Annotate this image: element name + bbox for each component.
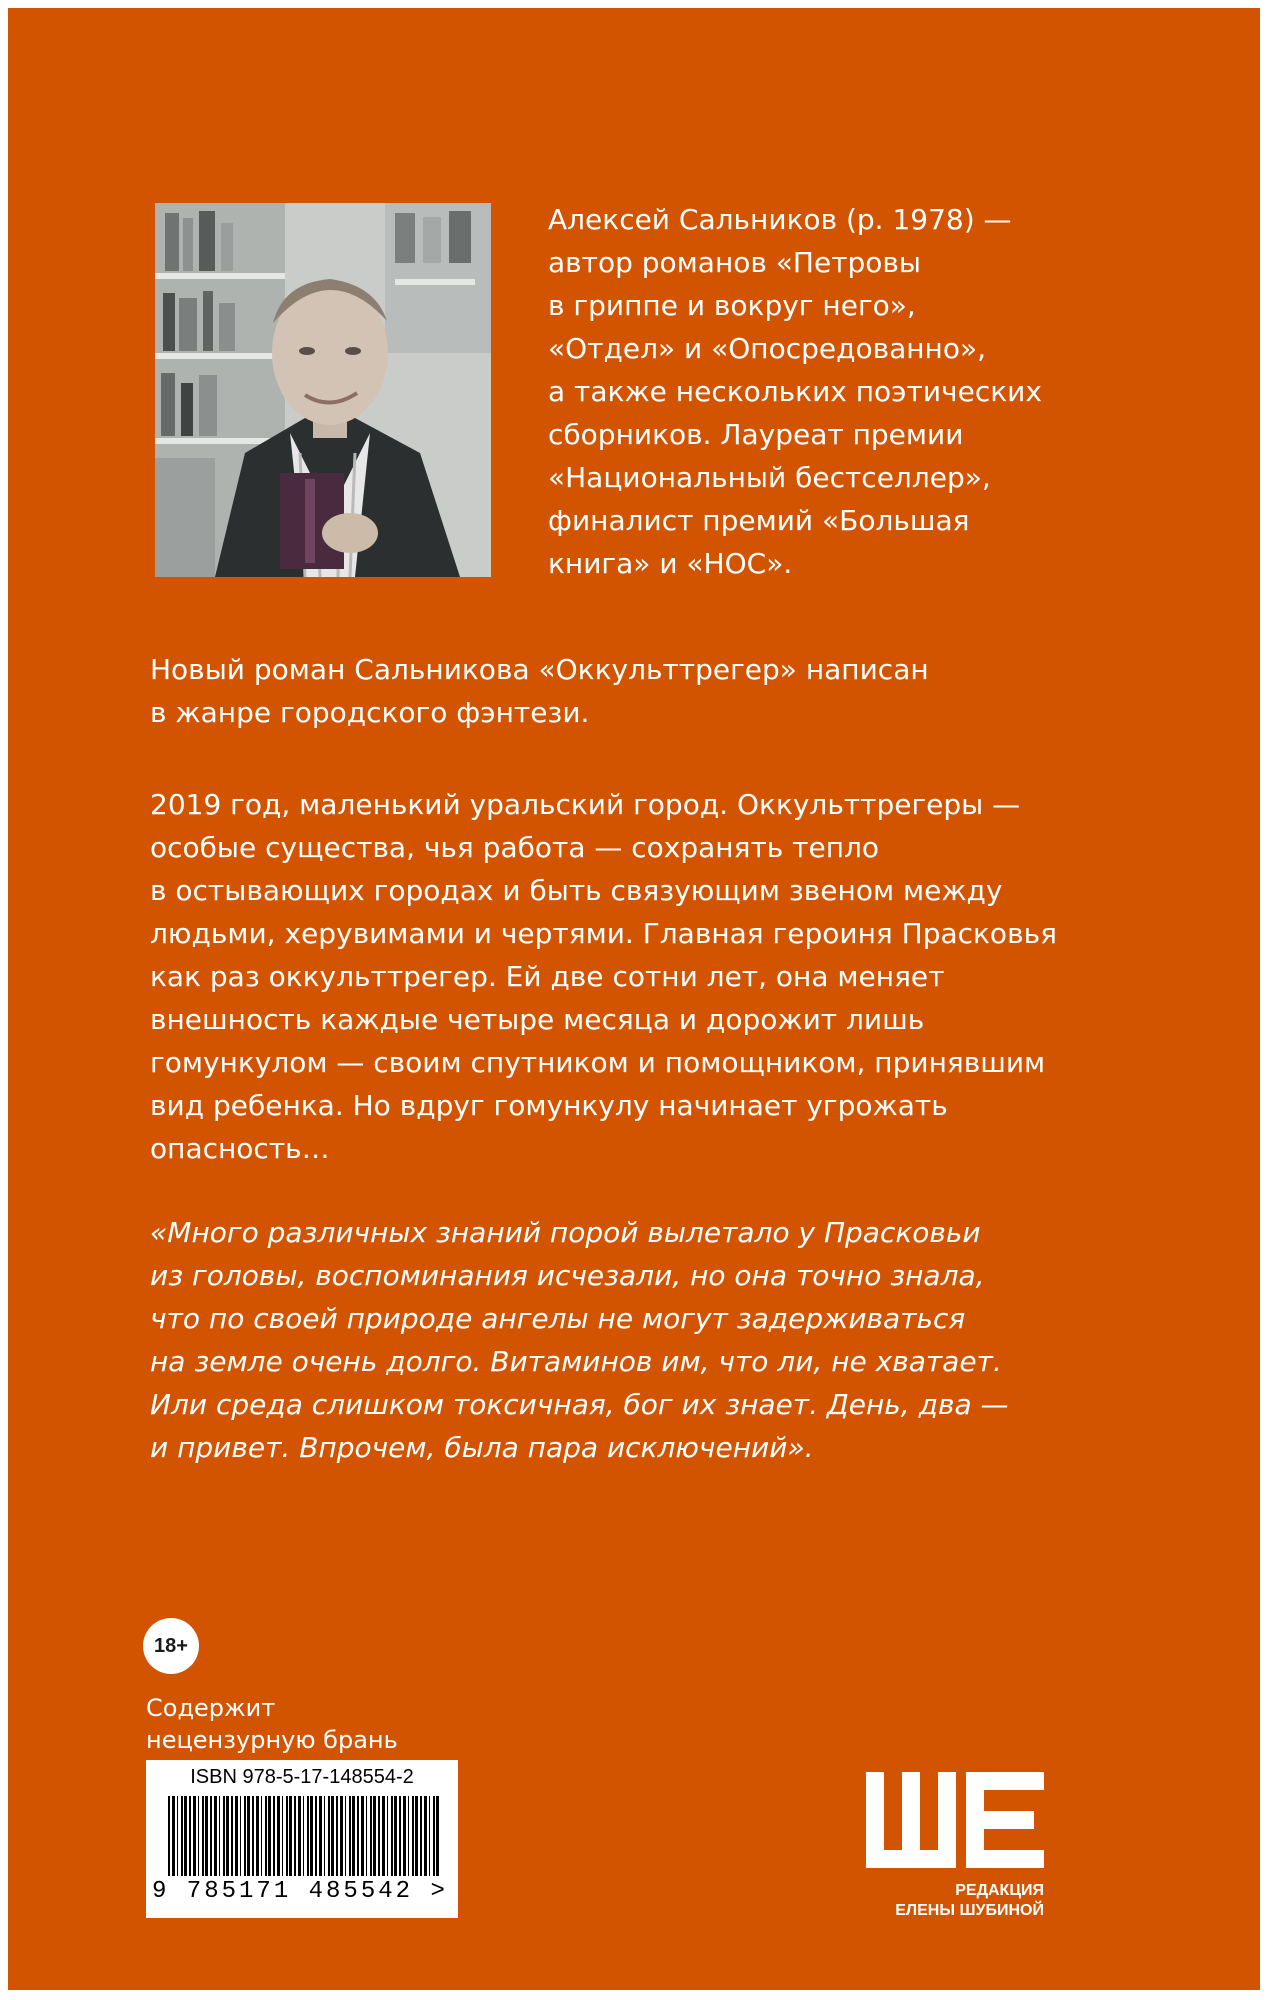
book-back-cover [8,8,1260,1990]
barcode-digits: 9 785171 485542 > [152,1878,448,1905]
isbn-barcode [146,1760,458,1918]
book-excerpt-quote: «Много различных знаний порой вылетало у Прасковьи из головы, воспоминания исчезали, но она точно знала, что по своей природе ангелы не могут задерживаться на земле очень долго. Витаминов им, что ли, не хватает. Или среда слишком токсичная, бог их знает. День, два — и привет. Впрочем, была пара исключений». [150,1216,1009,1464]
author-photo [155,203,491,577]
author-photo-illustration [155,203,491,577]
publisher-imprint: РЕДАКЦИЯ ЕЛЕНЫ ШУБИНОЙ [895,1882,1044,1919]
barcode-bars [168,1796,440,1876]
age-rating-label: 18+ [154,1634,188,1657]
description-paragraph-2: 2019 год, маленький уральский город. Оккульттрегеры — особые существа, чья работа — сохранять тепло в остывающих городах и быть связующим звеном между людьми, херувимами и чертями. Главная героиня Прасковья как раз оккульттрегер. Ей две сотни лет, она меняет внешность каждые четыре месяца и дорожит лишь гомункулом — своим спутником и помощником, принявшим вид ребенка. Но вдруг гомункулу начинает угрожать опасность… [150,788,1057,1165]
age-rating-badge [143,1618,199,1674]
content-warning: Содержит нецензурную брань [146,1694,398,1754]
isbn-label: ISBN 978-5-17-148554-2 [190,1766,414,1788]
author-bio: Алексей Сальников (р. 1978) — автор романов «Петровы в гриппе и вокруг него», «Отдел» и «Опосредованно», а также нескольких поэтических сборников. Лауреат премии «Национальный бестселлер», финалист премий «Большая книга» и «НОС». [548,203,1042,580]
description-paragraph-1: Новый роман Сальникова «Оккульттрегер» написан в жанре городского фэнтези. [150,653,929,729]
publisher-logo-icon [866,1772,1044,1868]
